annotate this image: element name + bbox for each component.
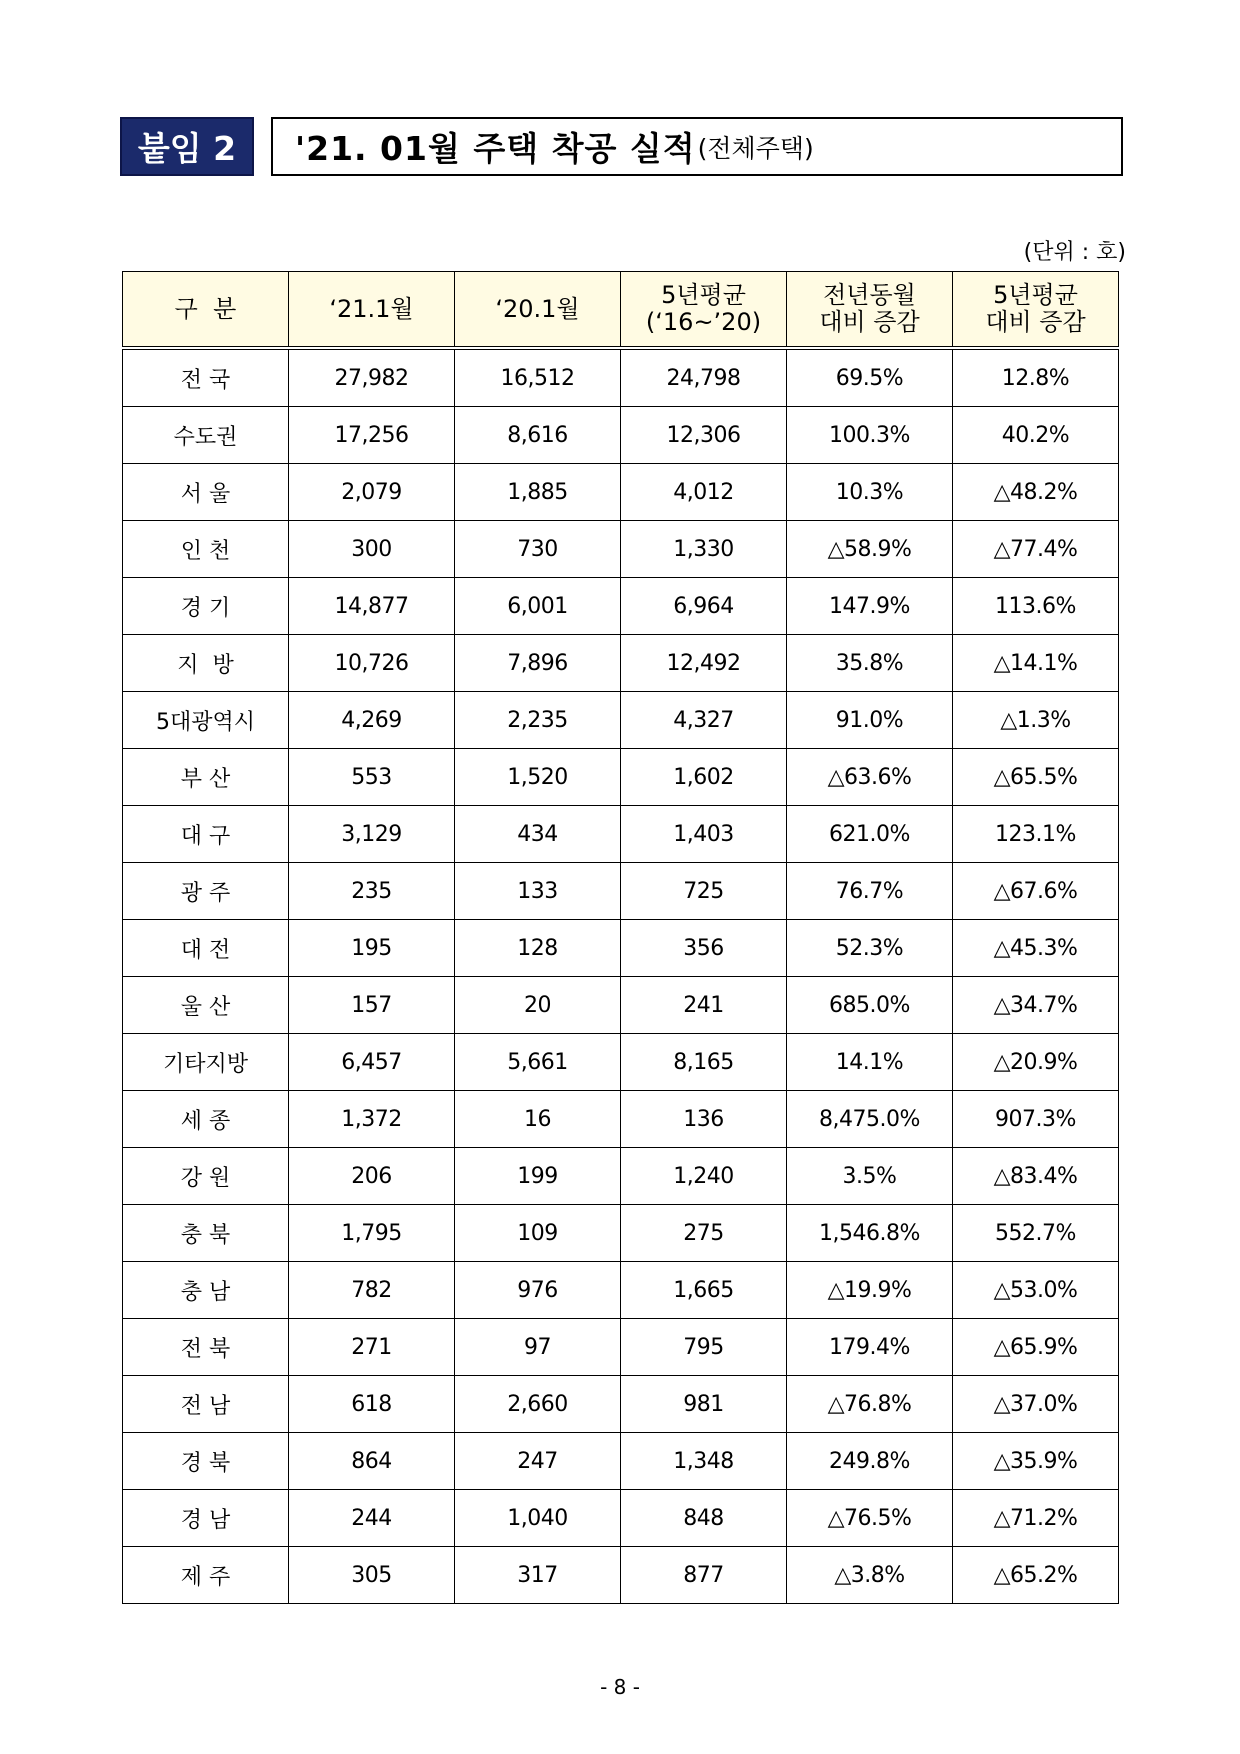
table-cell: 10,726	[289, 635, 455, 692]
table-row	[123, 806, 1119, 863]
table-cell: 795	[621, 1319, 787, 1376]
table-cell: 6,964	[621, 578, 787, 635]
row-label: 전 남	[123, 1376, 289, 1433]
table-row	[123, 1490, 1119, 1547]
table-cell: △67.6%	[953, 863, 1119, 920]
table-cell: 1,546.8%	[787, 1205, 953, 1262]
table-cell: 147.9%	[787, 578, 953, 635]
table-cell: 981	[621, 1376, 787, 1433]
table-cell: △76.8%	[787, 1376, 953, 1433]
column-header-line: 대비 증감	[985, 308, 1086, 336]
table-cell: 1,885	[455, 464, 621, 521]
table-cell: 1,520	[455, 749, 621, 806]
table-cell: 109	[455, 1205, 621, 1262]
table-cell: 1,348	[621, 1433, 787, 1490]
column-jan-2020: ‘20.1월	[455, 272, 621, 349]
row-label: 경 북	[123, 1433, 289, 1490]
table-cell: 2,079	[289, 464, 455, 521]
row-label: 울 산	[123, 977, 289, 1034]
table-cell: 14,877	[289, 578, 455, 635]
table-cell: 113.6%	[953, 578, 1119, 635]
table-cell: 69.5%	[787, 348, 953, 407]
table-cell: 356	[621, 920, 787, 977]
table-cell: △58.9%	[787, 521, 953, 578]
table-cell: 199	[455, 1148, 621, 1205]
table-cell: 40.2%	[953, 407, 1119, 464]
column-header-line: 5년평균	[661, 281, 746, 309]
table-cell: 235	[289, 863, 455, 920]
table-cell: 2,660	[455, 1376, 621, 1433]
row-label: 경 남	[123, 1490, 289, 1547]
table-row	[123, 578, 1119, 635]
table-cell: 271	[289, 1319, 455, 1376]
table-cell: 24,798	[621, 348, 787, 407]
table-cell: 247	[455, 1433, 621, 1490]
table-cell: 16,512	[455, 348, 621, 407]
table-row	[123, 1262, 1119, 1319]
table-cell: △1.3%	[953, 692, 1119, 749]
column-header-line: 대비 증감	[819, 308, 920, 336]
row-label: 수도권	[123, 407, 289, 464]
row-label: 충 북	[123, 1205, 289, 1262]
table-row	[123, 464, 1119, 521]
table-cell: 1,665	[621, 1262, 787, 1319]
table-row	[123, 977, 1119, 1034]
table-cell: 12.8%	[953, 348, 1119, 407]
page-number: - 8 -	[600, 1675, 640, 1699]
table-cell: 97	[455, 1319, 621, 1376]
row-label: 세 종	[123, 1091, 289, 1148]
table-cell: 877	[621, 1547, 787, 1604]
unit-label: (단위 : 호)	[1023, 240, 1126, 265]
table-cell: 20	[455, 977, 621, 1034]
table-cell: 35.8%	[787, 635, 953, 692]
row-label: 광 주	[123, 863, 289, 920]
table-row	[123, 1547, 1119, 1604]
table-row	[123, 348, 1119, 407]
table-cell: △71.2%	[953, 1490, 1119, 1547]
table-cell: 1,040	[455, 1490, 621, 1547]
table-row	[123, 863, 1119, 920]
table-cell: 976	[455, 1262, 621, 1319]
table-cell: 618	[289, 1376, 455, 1433]
table-cell: 907.3%	[953, 1091, 1119, 1148]
table-cell: 12,492	[621, 635, 787, 692]
title-box	[271, 117, 1123, 176]
table-cell: 100.3%	[787, 407, 953, 464]
table-cell: 241	[621, 977, 787, 1034]
column-header-line: 전년동월	[823, 281, 916, 309]
row-label: 전 북	[123, 1319, 289, 1376]
table-cell: 76.7%	[787, 863, 953, 920]
table-cell: 621.0%	[787, 806, 953, 863]
table-cell: 848	[621, 1490, 787, 1547]
table-cell: 195	[289, 920, 455, 977]
table-cell: 136	[621, 1091, 787, 1148]
table-cell: △20.9%	[953, 1034, 1119, 1091]
table-cell: 52.3%	[787, 920, 953, 977]
table-cell: 249.8%	[787, 1433, 953, 1490]
table-row	[123, 749, 1119, 806]
table-cell: △35.9%	[953, 1433, 1119, 1490]
row-label: 충 남	[123, 1262, 289, 1319]
table-cell: 128	[455, 920, 621, 977]
document-subtitle: (전체주택)	[697, 133, 814, 163]
table-row	[123, 1376, 1119, 1433]
table-cell: △34.7%	[953, 977, 1119, 1034]
table-cell: △19.9%	[787, 1262, 953, 1319]
table-cell: 123.1%	[953, 806, 1119, 863]
table-cell: 6,457	[289, 1034, 455, 1091]
table-cell: 864	[289, 1433, 455, 1490]
row-label: 5대광역시	[123, 692, 289, 749]
table-cell: 782	[289, 1262, 455, 1319]
table-cell: 133	[455, 863, 621, 920]
row-label: 인 천	[123, 521, 289, 578]
table-cell: 275	[621, 1205, 787, 1262]
table-cell: △48.2%	[953, 464, 1119, 521]
document-title: '21. 01월 주택 착공 실적	[295, 129, 696, 168]
table-cell: △77.4%	[953, 521, 1119, 578]
title-row	[120, 117, 1123, 176]
row-label: 지 방	[123, 635, 289, 692]
table-cell: 4,327	[621, 692, 787, 749]
table-row	[123, 1034, 1119, 1091]
table-cell: 685.0%	[787, 977, 953, 1034]
table-cell: 5,661	[455, 1034, 621, 1091]
table-cell: △65.2%	[953, 1547, 1119, 1604]
table-cell: 12,306	[621, 407, 787, 464]
table-cell: △63.6%	[787, 749, 953, 806]
row-label: 경 기	[123, 578, 289, 635]
attachment-badge: 붙임 2	[120, 117, 254, 176]
row-label: 강 원	[123, 1148, 289, 1205]
table-cell: 7,896	[455, 635, 621, 692]
column-yoy-change	[787, 272, 953, 349]
table-cell: △83.4%	[953, 1148, 1119, 1205]
column-jan-2021: ‘21.1월	[289, 272, 455, 349]
table-cell: 1,403	[621, 806, 787, 863]
table-row	[123, 1148, 1119, 1205]
table-cell: 8,475.0%	[787, 1091, 953, 1148]
table-cell: 3,129	[289, 806, 455, 863]
table-cell: 1,372	[289, 1091, 455, 1148]
housing-starts-table	[122, 271, 1119, 1604]
table-cell: 1,240	[621, 1148, 787, 1205]
table-cell: △37.0%	[953, 1376, 1119, 1433]
table-row	[123, 1433, 1119, 1490]
table-cell: 552.7%	[953, 1205, 1119, 1262]
table-cell: △45.3%	[953, 920, 1119, 977]
table-cell: 730	[455, 521, 621, 578]
table-cell: 27,982	[289, 348, 455, 407]
column-category: 구 분	[123, 272, 289, 349]
table-cell: 300	[289, 521, 455, 578]
column-vs-5yr-average	[953, 272, 1119, 349]
table-cell: △65.5%	[953, 749, 1119, 806]
table-cell: 179.4%	[787, 1319, 953, 1376]
row-label: 서 울	[123, 464, 289, 521]
table-row	[123, 920, 1119, 977]
row-label: 부 산	[123, 749, 289, 806]
row-label: 전 국	[123, 348, 289, 407]
table-cell: 2,235	[455, 692, 621, 749]
row-label: 제 주	[123, 1547, 289, 1604]
table-cell: 17,256	[289, 407, 455, 464]
table-row	[123, 635, 1119, 692]
table-cell: △3.8%	[787, 1547, 953, 1604]
row-label: 대 전	[123, 920, 289, 977]
table-cell: 14.1%	[787, 1034, 953, 1091]
row-label: 대 구	[123, 806, 289, 863]
table-cell: △65.9%	[953, 1319, 1119, 1376]
table-cell: 434	[455, 806, 621, 863]
table-row	[123, 407, 1119, 464]
table-cell: 317	[455, 1547, 621, 1604]
table-cell: 91.0%	[787, 692, 953, 749]
table-cell: 725	[621, 863, 787, 920]
table-row	[123, 1091, 1119, 1148]
table-row	[123, 1319, 1119, 1376]
column-5yr-average	[621, 272, 787, 349]
table-cell: 1,795	[289, 1205, 455, 1262]
table-cell: 206	[289, 1148, 455, 1205]
table-cell: 3.5%	[787, 1148, 953, 1205]
table-cell: △53.0%	[953, 1262, 1119, 1319]
table-cell: 6,001	[455, 578, 621, 635]
table-cell: 4,012	[621, 464, 787, 521]
table-cell: 1,602	[621, 749, 787, 806]
table-header-row	[123, 272, 1119, 349]
table-cell: 8,165	[621, 1034, 787, 1091]
table-row	[123, 692, 1119, 749]
table-row	[123, 521, 1119, 578]
table-cell: △14.1%	[953, 635, 1119, 692]
table-cell: 157	[289, 977, 455, 1034]
table-cell: 305	[289, 1547, 455, 1604]
table-cell: 4,269	[289, 692, 455, 749]
table-row	[123, 1205, 1119, 1262]
table-cell: 8,616	[455, 407, 621, 464]
column-header-line: (‘16~’20)	[645, 308, 762, 336]
table-cell: 1,330	[621, 521, 787, 578]
table-cell: 16	[455, 1091, 621, 1148]
table-cell: △76.5%	[787, 1490, 953, 1547]
table-body	[123, 348, 1119, 1604]
table-cell: 10.3%	[787, 464, 953, 521]
table-cell: 553	[289, 749, 455, 806]
table-cell: 244	[289, 1490, 455, 1547]
column-header-line: 5년평균	[993, 281, 1078, 309]
row-label: 기타지방	[123, 1034, 289, 1091]
